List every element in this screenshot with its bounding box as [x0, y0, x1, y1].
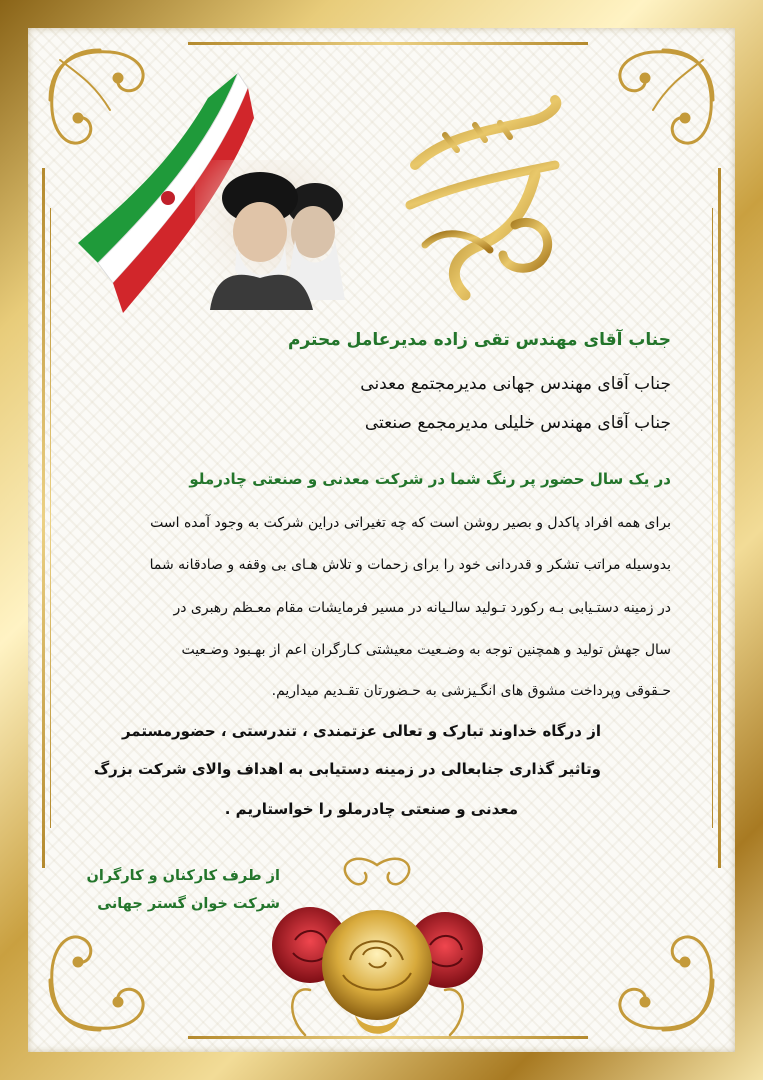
closing-line: از درگاه خداوند تبارک و تعالی عزتمندی ، تندرستی ، حضورمستمر: [121, 722, 601, 740]
corner-ornament-top-right: [573, 40, 723, 190]
right-border-line: [718, 168, 721, 868]
body-line: سال جهش تولید و همچنین توجه به وضـعیت معیشتی کـارگران اعم از بهـبود وضـعیت: [181, 642, 671, 658]
body-line: بدوسیله مراتب تشکر و قدردانی خود را برای زحمات و تلاش هـای بی وقفه و صادقانه شما: [149, 557, 671, 573]
body-line: حـقوقی وپرداخت مشوق های انگـیزشی به حـضورتان تقـدیم میداریم.: [271, 683, 671, 699]
rose-bouquet-icon: [265, 845, 490, 1065]
top-border-line: [188, 42, 588, 45]
left-border-line: [42, 168, 45, 868]
signature-line-1: از طرف کارکنان و کارگران: [86, 868, 280, 884]
title-calligraphy: [385, 95, 580, 305]
left-border-line-inner: [50, 208, 51, 828]
corner-ornament-bottom-left: [40, 890, 190, 1040]
body-line: در زمینه دستـیابی بـه رکورد تـولید سالـیانه در مسیر فرمایشات مقام معـظم رهبری در: [173, 600, 671, 616]
closing-line: معدنی و صنعتی چادرملو را خواستاریم .: [224, 800, 518, 818]
recipient-mining-manager: جناب آقای مهندس جهانی مدیرمجتمع معدنی: [360, 374, 671, 394]
corner-ornament-bottom-right: [573, 890, 723, 1040]
recipient-industrial-manager: جناب آقای مهندس خلیلی مدیرمجمع صنعتی: [364, 413, 671, 433]
closing-line: وتاثیر گذاری جنابعالی در زمینه دستیابی به اهداف والای شرکت بزرگ: [93, 760, 601, 778]
leaders-portrait: [195, 160, 355, 310]
signature-line-2: شرکت خوان گستر جهانی: [97, 896, 280, 912]
certificate-title: [0, 21, 1, 22]
occasion-heading: در یک سال حضور پر رنگ شما در شرکت معدنی و صنعتی چادرملو: [189, 470, 671, 488]
right-border-line-inner: [712, 208, 713, 828]
recipient-ceo: جناب آقای مهندس تقی زاده مدیرعامل محترم: [288, 330, 671, 350]
body-line: برای همه افراد پاکدل و بصیر روشن است که چه تغیراتی دراین شرکت به وجود آمده است: [150, 515, 671, 531]
